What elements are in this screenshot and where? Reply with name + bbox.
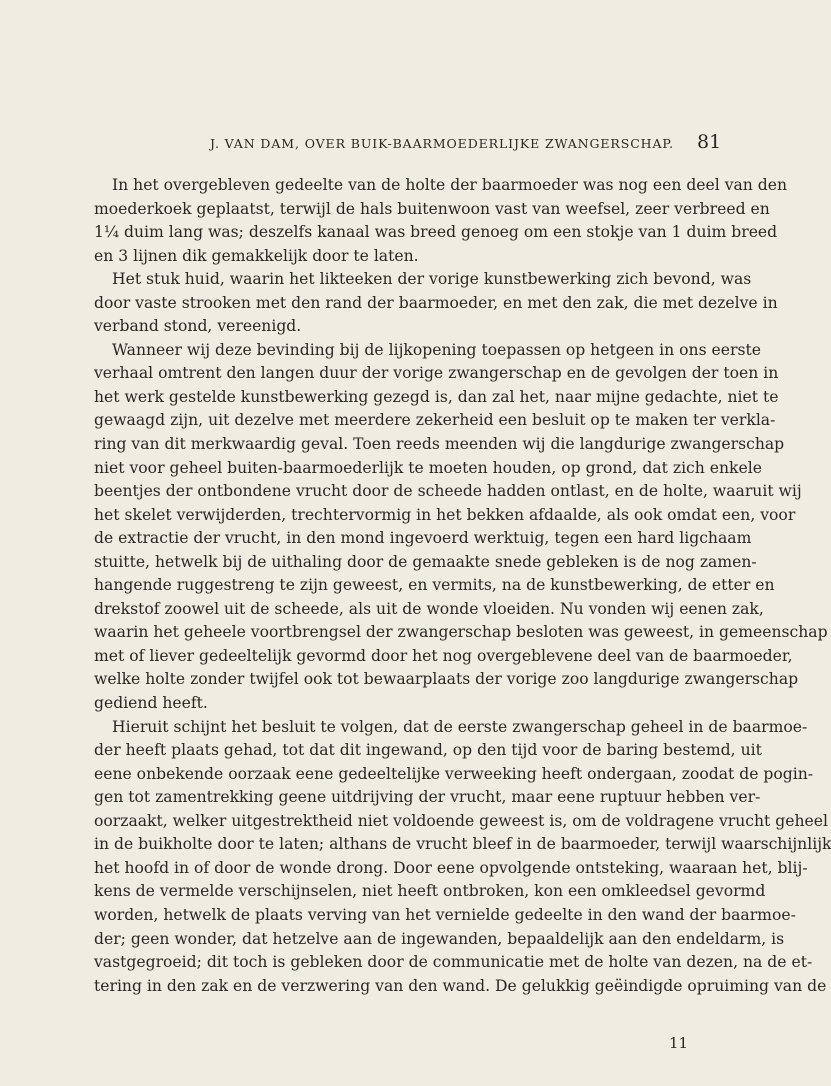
text-line: het skelet verwijderden, trechtervormig in het bekken afdaalde, als ook omdat een, voor (94, 505, 796, 524)
text-line: de extractie der vrucht, in den mond ingevoerd werktuig, tegen een hard ligchaam (94, 529, 752, 548)
text-line: ring van dit merkwaardig geval. Toen reeds meenden wij die langdurige zwangerschap (94, 435, 785, 454)
text-line: niet voor geheel buiten-baarmoederlijk te moeten houden, op grond, dat zich enkele (94, 458, 762, 477)
text-line: Wanneer wij deze bevinding bij de lijkopening toepassen op hetgeen in ons eerste (112, 340, 761, 359)
text-line: het hoofd in of door de wonde drong. Door eene opvolgende ontsteking, waaraan het, blij- (94, 858, 808, 877)
text-line: Hieruit schijnt het besluit te volgen, dat de eerste zwangerschap geheel in de baarmoe- (112, 717, 808, 736)
text-line: gediend heeft. (94, 694, 208, 713)
text-line: drekstof zoowel uit de scheede, als uit de wonde vloeiden. Nu vonden wij eenen zak, (94, 599, 764, 618)
text-line: Het stuk huid, waarin het likteeken der vorige kunstbewerking zich bevond, was (112, 270, 752, 289)
text-line: moederkoek geplaatst, terwijl de hals buitenwoon vast van weefsel, zeer verbreed en (94, 199, 770, 218)
signature-mark: 11 (669, 1034, 689, 1052)
text-line: met of liever gedeeltelijk gevormd door het nog overgeblevene deel van de baarmoeder, (94, 646, 793, 665)
text-line: verband stond, vereenigd. (94, 317, 302, 336)
text-line: beentjes der ontbondene vrucht door de scheede hadden ontlast, en de holte, waaruit wij (94, 482, 802, 501)
text-line: gewaagd zijn, uit dezelve met meerdere zekerheid een besluit op te maken ter verkla- (94, 411, 776, 430)
text-line: waarin het geheele voortbrengsel der zwangerschap besloten was geweest, in gemeenschap (94, 623, 828, 642)
text-line: kens de vermelde verschijnselen, niet heeft ontbroken, kon een omkleedsel gevormd (94, 882, 766, 901)
text-line: stuitte, hetwelk bij de uithaling door de gemaakte snede gebleken is de nog zamen- (94, 552, 757, 571)
text-line: der heeft plaats gehad, tot dat dit ingewand, op den tijd voor de baring bestemd, uit (94, 741, 762, 760)
running-header (0, 126, 800, 162)
text-line: gen tot zamentrekking geene uitdrijving der vrucht, maar eene ruptuur hebben ver- (94, 788, 761, 807)
text-line: het werk gestelde kunstbewerking gezegd is, dan zal het, naar mijne gedachte, niet te (94, 387, 779, 406)
text-line: en 3 lijnen dik gemakkelijk door te laten. (94, 246, 419, 265)
text-line: in de buikholte door te laten; althans de vrucht bleef in de baarmoeder, terwijl waarschijnlijk (94, 835, 831, 854)
running-head-title: J. VAN DAM, OVER BUIK-BAARMOEDERLIJKE ZWANGERSCHAP. (210, 136, 675, 151)
text-line: 1¼ duim lang was; deszelfs kanaal was breed genoeg om een stokje van 1 duim breed (94, 223, 778, 242)
text-line: door vaste strooken met den rand der baarmoeder, en met den zak, die met dezelve in (94, 293, 778, 312)
text-line: eene onbekende oorzaak eene gedeeltelijke verweeking heeft ondergaan, zoodat de pogin- (94, 764, 814, 783)
text-line: worden, hetwelk de plaats verving van het vernielde gedeelte in den wand der baarmoe- (94, 905, 796, 924)
body-text (94, 174, 831, 998)
text-line: verhaal omtrent den langen duur der vorige zwangerschap en de gevolgen der toen in (94, 364, 779, 383)
text-line: tering in den zak en de verzwering van den wand. De gelukkig geëindigde opruiming van de (94, 976, 827, 995)
text-line: In het overgebleven gedeelte van de holte der baarmoeder was nog een deel van den (112, 176, 788, 194)
page-number: 81 (697, 131, 722, 153)
text-line: der; geen wonder, dat hetzelve aan de ingewanden, bepaaldelijk aan den endeldarm, is (94, 929, 785, 948)
text-line: vastgegroeid; dit toch is gebleken door de communicatie met de holte van dezen, na de et- (94, 953, 813, 972)
text-line: hangende ruggestreng te zijn geweest, en vermits, na de kunstbewerking, de etter en (94, 576, 775, 595)
footer (0, 1034, 800, 1054)
text-line: welke holte zonder twijfel ook tot bewaarplaats der vorige zoo langdurige zwangerschap (94, 670, 799, 689)
text-line: oorzaakt, welker uitgestrektheid niet voldoende geweest is, om de voldragene vrucht geheel (94, 811, 828, 830)
